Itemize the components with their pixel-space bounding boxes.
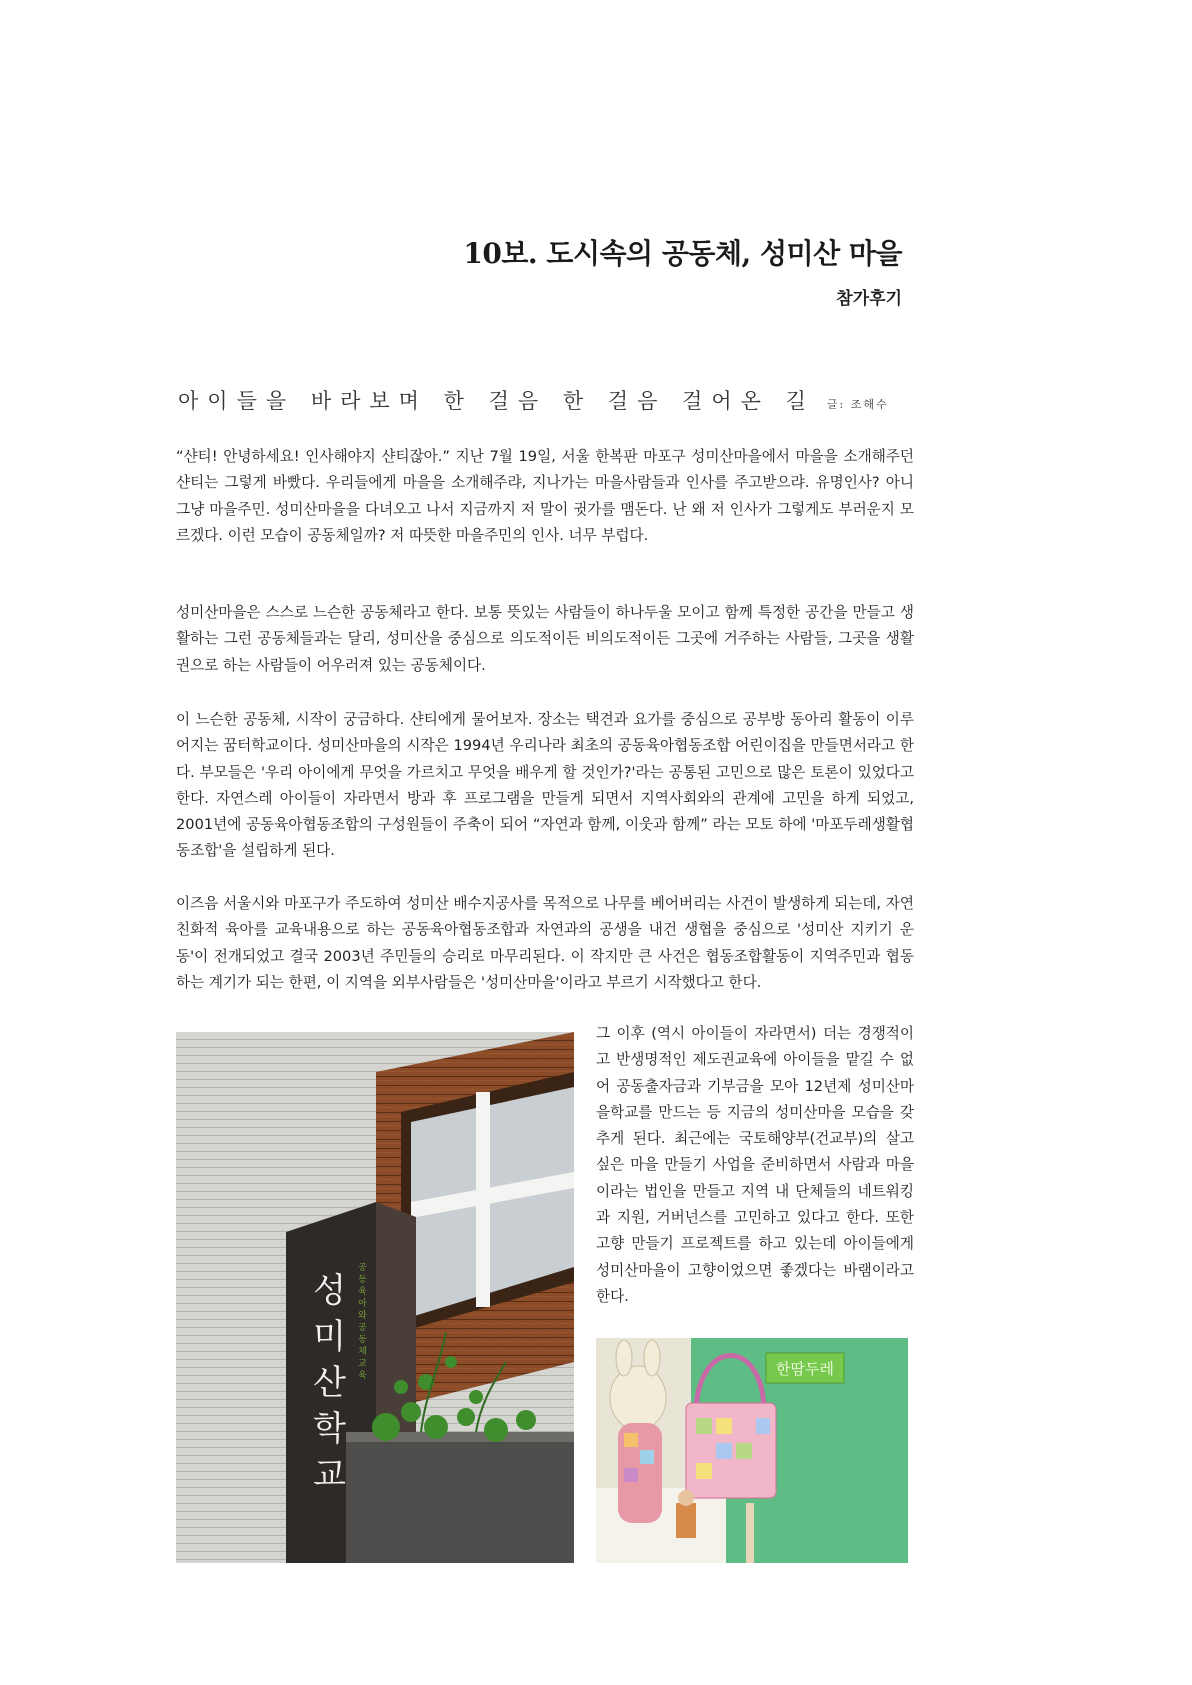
page-subtitle: 참가후기 xyxy=(836,289,902,309)
building-sign-text: 성미산학교 xyxy=(306,1272,346,1502)
craft-display-illustration xyxy=(596,1338,908,1563)
article-heading xyxy=(178,385,889,415)
paragraph-3: 이 느슨한 공동체, 시작이 궁금하다. 샨티에게 물어보자. 장소는 택견과 요가를 중심으로 공부방 동아리 활동이 이루어지는 꿈터학교이다. 성미산마을의 시작은 1994년 우리나라 최초의 공동육아협동조합 어린이집을 만들면서라고 한다. 부모들은 '우리 아이에게 무엇을 가르치고 무엇을 배우게 할 것인가?'라는 공통된 고민으로 많은 토론이 있었다고 한다. 자연스레 아이들이 자라면서 방과 후 프로그램을 만들게 되면서 지역사회와의 관계에 고민을 하게 되었고, 2001년에 공동육아협동조합의 구성원들이 주축이 되어 “자연과 함께, 이웃과 함께” 라는 모토 하에 '마포두레생활협동조합'을 설립하게 된다. xyxy=(176,711,914,860)
building-sign-subtext: 공동육아와공동체교육 xyxy=(356,1262,366,1382)
craft-display-photo xyxy=(596,1338,908,1563)
school-building-photo xyxy=(176,1032,574,1563)
paragraph-4: 이즈음 서울시와 마포구가 주도하여 성미산 배수지공사를 목적으로 나무를 베어버리는 사건이 발생하게 되는데, 자연친화적 육아를 교육내용으로 하는 공동육아협동조합과 자연과의 공생을 내건 생협을 중심으로 '성미산 지키기 운동'이 전개되었고 결국 2003년 주민들의 승리로 마무리된다. 이 작지만 큰 사건은 협동조합활동이 지역주민과 협동하는 계기가 되는 한편, 이 지역을 외부사람들은 '성미산마을'이라고 부르기 시작했다고 한다. xyxy=(176,895,914,991)
page-title: 10보. 도시속의 공동체, 성미산 마을 xyxy=(463,237,902,270)
paragraph-2: 성미산마을은 스스로 느슨한 공동체라고 한다. 보통 뜻있는 사람들이 하나두울 모이고 함께 특정한 공간을 만들고 생활하는 그런 공동체들과는 달리, 성미산을 중심으로 의도적이든 비의도적이든 그곳에 거주하는 사람들, 그곳을 생활권으로 하는 사람들이 어우러져 있는 공동체이다. xyxy=(176,604,914,674)
article-byline: 글: 조해수 xyxy=(826,398,889,411)
article-heading-text: 아이들을 바라보며 한 걸음 한 걸음 걸어온 길 xyxy=(178,389,815,413)
school-building-illustration xyxy=(176,1032,574,1563)
paragraph-1: “샨티! 안녕하세요! 인사해야지 샨티잖아.” 지난 7월 19일, 서울 한복판 마포구 성미산마을에서 마을을 소개해주던 샨티는 그렇게 바빴다. 우리들에게 마을을 소개해주랴, 지나가는 마을사람들과 인사를 주고받으랴. 유명인사? 아니 그냥 마을주민. 성미산마을을 다녀오고 나서 지금까지 저 말이 귓가를 맴돈다. 난 왜 저 인사가 그렇게도 부러운지 모르겠다. 이런 모습이 공동체일까? 저 따뜻한 마을주민의 인사. 너무 부럽다. xyxy=(176,448,914,544)
shop-sign-text: 한땀두레 xyxy=(776,1360,834,1378)
paragraph-5: 그 이후 (역시 아이들이 자라면서) 더는 경쟁적이고 반생명적인 제도권교육에 아이들을 맡길 수 없어 공동출자금과 기부금을 모아 12년제 성미산마을학교를 만드는 등 지금의 성미산마을 모습을 갖추게 된다. 최근에는 국토해양부(건교부)의 살고 싶은 마을 만들기 사업을 준비하면서 사람과 마을이라는 법인을 만들고 지역 내 단체들의 네트워킹과 지원, 거버넌스를 고민하고 있다고 한다. 또한 고향 만들기 프로젝트를 하고 있는데 아이들에게 성미산마을이 고향이었으면 좋겠다는 바램이라고 한다. xyxy=(596,1025,914,1305)
